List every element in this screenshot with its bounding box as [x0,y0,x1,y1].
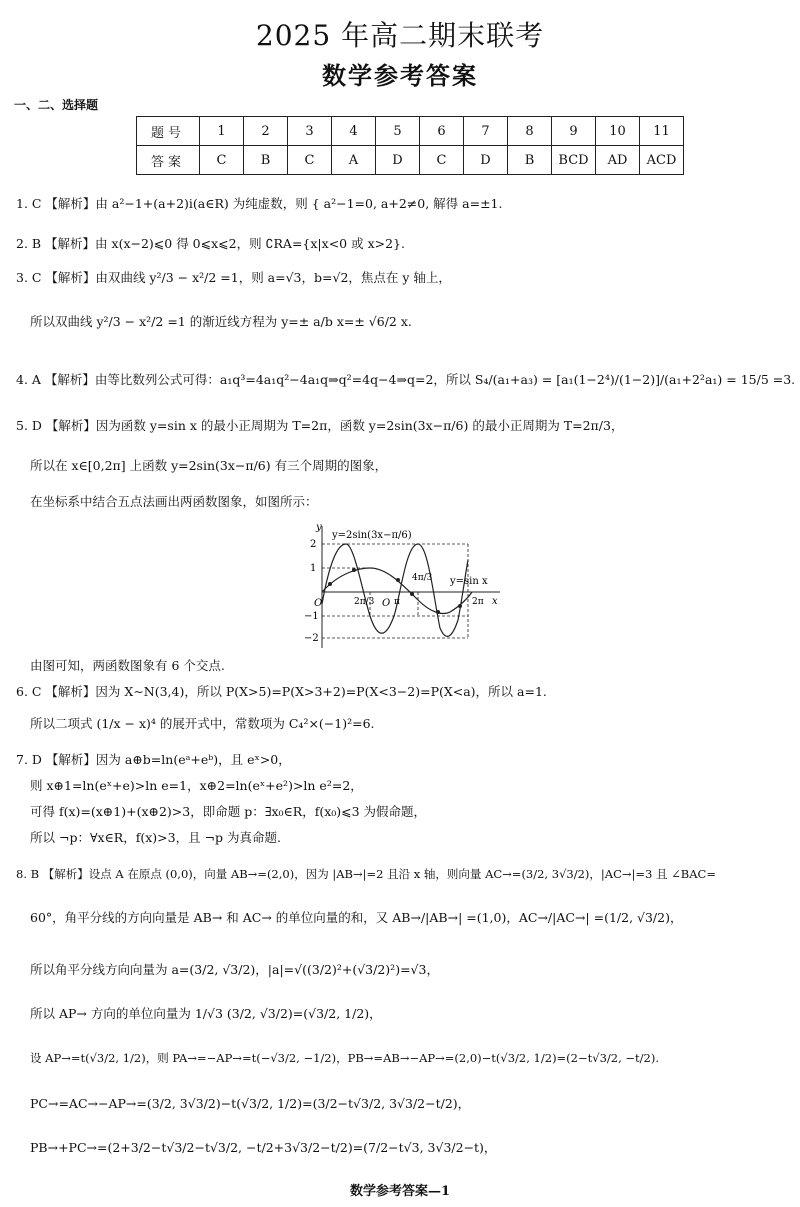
solution-line-q7a: 7. D 【解析】因为 a⊕b=ln(eᵃ+eᵇ)，且 eˣ>0， [16,752,291,767]
table-cell-number: 9 [552,117,596,146]
table-cell-answer: AD [596,146,640,175]
table-cell-number: 3 [288,117,332,146]
solution-line-q5d: 由图可知，两函数图象有 6 个交点. [30,658,225,673]
intersection-point [328,582,332,586]
tick-2: 2 [310,539,317,550]
answer-table [136,116,684,175]
table-cell-number: 6 [420,117,464,146]
solution-line-q3a: 3. C 【解析】由双曲线 y²/3 − x²/2 =1，则 a=√3，b=√2，焦点在 y 轴上， [16,270,451,285]
curve-2sin [322,544,468,636]
solution-line-q8b: 60°，角平分线的方向向量是 AB→ 和 AC→ 的单位向量的和，又 AB→/|AB→| =(1,0)，AC→/|AC→| =(1/2, √3/2)， [30,910,683,925]
intersection-point [458,604,462,608]
solution-line-q1: 1. C 【解析】由 a²−1+(a+2)i(a∈R) 为纯虚数，则 { a²−1=0, a+2≠0, 解得 a=±1. [16,196,503,211]
table-cell-answer: C [420,146,464,175]
table-cell-answer: ACD [640,146,684,175]
tick-2pi: 2π [472,597,484,607]
table-cell-number: 11 [640,117,684,146]
page-footer: 数学参考答案—1 [349,1184,451,1199]
label-y: y [316,522,322,533]
solution-line-q7b: 则 x⊕1=ln(eˣ+e)>ln e=1，x⊕2=ln(eˣ+e²)>ln e²=2， [30,778,363,793]
table-cell-number: 10 [596,117,640,146]
table-cell-answer: B [244,146,288,175]
tick-4pi-3: 4π/3 [412,573,433,583]
solution-line-q7c: 可得 f(x)=(x⊕1)+(x⊕2)>3，即命题 p：∃x₀∈R，f(x₀)⩽3 为假命题， [30,804,427,819]
tick-2pi-3: 2π/3 [354,597,375,607]
intersection-point [352,568,356,572]
label-curve-2sin: y=2sin(3x−π/6) [332,530,412,541]
function-graph [300,520,510,650]
solution-line-q5c: 在坐标系中结合五点法画出两函数图象，如图所示： [30,494,318,509]
table-cell-number: 5 [376,117,420,146]
solution-line-q4: 4. A 【解析】由等比数列公式可得：a₁q³=4a₁q²−4a₁q⇒q²=4q−4⇒q=2，所以 S₄/(a₁+a₃) = [a₁(1−2⁴)/(1−2)]/(a₁+2²a₁) = 15/5 =3. [16,372,796,387]
solution-line-q3b: 所以双曲线 y²/3 − x²/2 =1 的渐近线方程为 y=± a/b x=± √6/2 x. [30,314,412,329]
intersection-point [410,592,414,596]
solution-line-q8g: PB→+PC→=(2+3/2−t√3/2−t√3/2, −t/2+3√3/2−t/2)=(7/2−t√3, 3√3/2−t)， [30,1140,497,1155]
label-x: x [492,596,498,607]
intersection-point [396,578,400,582]
table-head-answer: 答案 [137,146,200,175]
table-cell-answer: BCD [552,146,596,175]
table-cell-answer: A [332,146,376,175]
table-row-numbers [137,117,684,146]
intersection-point [436,610,440,614]
table-cell-answer: C [200,146,244,175]
solution-line-q2: 2. B 【解析】由 x(x−2)⩽0 得 0⩽x⩽2，则 ∁RA={x|x<0 或 x>2}. [16,236,405,251]
table-cell-number: 1 [200,117,244,146]
table-cell-number: 7 [464,117,508,146]
solution-line-q8a: 8. B 【解析】设点 A 在原点 (0,0)，向量 AB→=(2,0)，因为 |AB→|=2 且沿 x 轴，则向量 AC→=(3/2, 3√3/2)，|AC→|=3 且 ∠BAC= [16,867,716,881]
table-cell-answer: B [508,146,552,175]
section-label: 一、二、选择题 [14,98,99,112]
solution-line-q8e: 设 AP→=t(√3/2, 1/2)，则 PA→=−AP→=t(−√3/2, −1/2)，PB→=AB→−AP→=(2,0)−t(√3/2, 1/2)=(2−t√3/2, −t/2). [30,1051,659,1065]
page-subtitle: 数学参考答案 [322,61,478,90]
solution-line-q5a: 5. D 【解析】因为函数 y=sin x 的最小正周期为 T=2π，函数 y=2sin(3x−π/6) 的最小正周期为 T=2π/3， [16,418,624,433]
table-row-answers [137,146,684,175]
table-cell-number: 4 [332,117,376,146]
table-cell-number: 2 [244,117,288,146]
table-cell-answer: D [464,146,508,175]
solution-line-q7d: 所以 ¬p：∀x∈R，f(x)>3，且 ¬p 为真命题. [30,830,281,845]
solution-line-q8d: 所以 AP→ 方向的单位向量为 1/√3 (3/2, √3/2)=(√3/2, 1/2)， [30,1006,382,1021]
tick-pi: π [394,597,400,607]
guide-lines [322,544,468,638]
table-cell-answer: D [376,146,420,175]
tick-1: 1 [310,563,317,574]
solution-line-q5b: 所以在 x∈[0,2π] 上函数 y=2sin(3x−π/6) 有三个周期的图象， [30,458,388,473]
label-origin: O [314,598,323,609]
solution-line-q6a: 6. C 【解析】因为 X∼N(3,4)，所以 P(X>5)=P(X>3+2)=P(X<3−2)=P(X<a)，所以 a=1. [16,684,547,699]
table-cell-answer: C [288,146,332,175]
table-head-number: 题号 [137,117,200,146]
tick-minus-2: −2 [304,633,319,644]
solution-line-q8c: 所以角平分线方向向量为 a=(3/2, √3/2)，|a|=√((3/2)²+(√3/2)²)=√3， [30,962,439,977]
label-curve-sin: y=sin x [450,576,488,587]
solution-line-q8f: PC→=AC→−AP→=(3/2, 3√3/2)−t(√3/2, 1/2)=(3/2−t√3/2, 3√3/2−t/2)， [30,1096,471,1111]
page-title: 2025 年高二期末联考 [255,19,545,52]
label-origin-2: O [382,598,391,609]
tick-minus-1: −1 [304,611,319,622]
solution-line-q6b: 所以二项式 (1/x − x)⁴ 的展开式中，常数项为 C₄²×(−1)²=6. [30,716,375,731]
table-cell-number: 8 [508,117,552,146]
